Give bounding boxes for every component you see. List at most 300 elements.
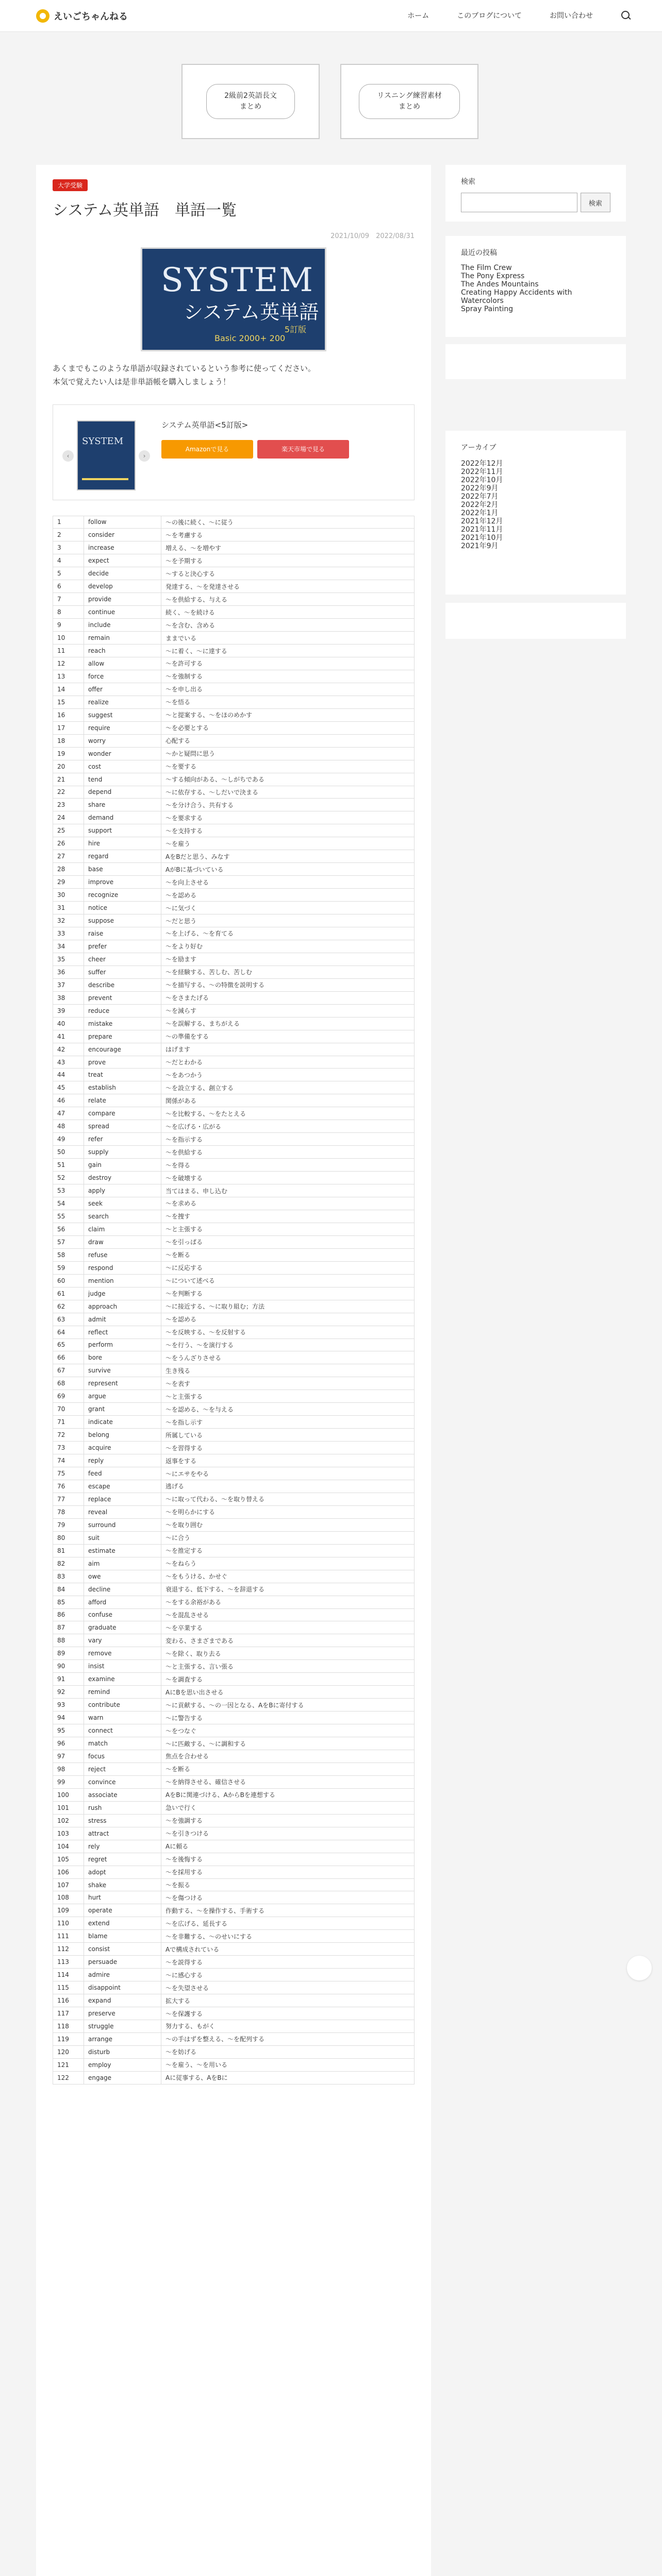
vocab-meaning: 〜の後に続く、〜に従う	[161, 516, 415, 529]
table-row	[53, 1146, 415, 1159]
vocab-meaning: 〜をより好む	[161, 940, 415, 953]
vocab-word: belong	[84, 1429, 161, 1442]
vocab-word: operate	[84, 1904, 161, 1917]
vocab-number: 91	[53, 1673, 84, 1686]
vocab-meaning: 拡大する	[161, 1994, 415, 2007]
vocab-meaning: 〜を引っぱる	[161, 1235, 415, 1248]
vocab-meaning: 焦点を合わせる	[161, 1750, 415, 1763]
table-row	[53, 1917, 415, 1930]
book-image[interactable]	[77, 420, 136, 490]
vocab-word: indicate	[84, 1416, 161, 1429]
vocab-number: 98	[53, 1762, 84, 1775]
table-row	[53, 1442, 415, 1454]
vocab-word: estimate	[84, 1544, 161, 1557]
table-row	[53, 1788, 415, 1801]
vocab-number: 85	[53, 1596, 84, 1608]
table-row	[53, 708, 415, 721]
table-row	[53, 811, 415, 824]
vocab-meaning: AがBに基づいている	[161, 863, 415, 876]
vocab-number: 120	[53, 2045, 84, 2058]
table-row	[53, 734, 415, 747]
vocab-meaning: 〜を雇う	[161, 837, 415, 850]
archive-link[interactable]: 2022年7月	[461, 493, 499, 501]
table-row	[53, 1583, 415, 1596]
vocab-number: 66	[53, 1351, 84, 1364]
table-row	[53, 760, 415, 773]
vocab-meaning: 〜を誤解する、まちがえる	[161, 1017, 415, 1030]
vocab-number: 59	[53, 1261, 84, 1274]
table-row	[53, 1737, 415, 1750]
vocab-meaning: 〜を許可する	[161, 657, 415, 670]
table-row	[53, 1634, 415, 1647]
vocab-number: 86	[53, 1608, 84, 1621]
vocab-meaning: 〜を後悔する	[161, 1853, 415, 1866]
vocab-number: 112	[53, 1943, 84, 1956]
archive-link[interactable]: 2021年9月	[461, 542, 499, 550]
archive-link[interactable]: 2022年1月	[461, 509, 499, 517]
vocab-meaning: 〜を描写する、〜の特徴を説明する	[161, 978, 415, 991]
site-logo[interactable]	[36, 9, 128, 23]
scroll-top-button[interactable]	[627, 1956, 652, 1980]
vocab-word: refuse	[84, 1248, 161, 1261]
vocab-word: contribute	[84, 1699, 161, 1711]
table-row	[53, 1943, 415, 1956]
table-row	[53, 1017, 415, 1030]
vocab-word: regard	[84, 850, 161, 863]
vocab-meaning: 急いで行く	[161, 1801, 415, 1814]
vocab-number: 76	[53, 1480, 84, 1493]
vocab-word: suggest	[84, 708, 161, 721]
vocab-word: connect	[84, 1724, 161, 1737]
table-row	[53, 1248, 415, 1261]
search-icon[interactable]	[621, 10, 631, 21]
vocab-meaning: 〜と主張する	[161, 1390, 415, 1403]
vocab-number: 96	[53, 1737, 84, 1750]
search-input[interactable]	[461, 193, 577, 212]
vocab-meaning: 〜を上げる、〜を育てる	[161, 927, 415, 940]
vocab-number: 99	[53, 1775, 84, 1788]
vocab-number: 34	[53, 940, 84, 953]
table-row	[53, 1454, 415, 1467]
vocab-number: 62	[53, 1300, 84, 1313]
table-row	[53, 1994, 415, 2007]
table-row	[53, 824, 415, 837]
rakuten-button[interactable]: 楽天市場で見る	[257, 440, 349, 459]
vocab-number: 68	[53, 1377, 84, 1390]
featured-link-reading[interactable]	[206, 84, 295, 119]
vocab-word: confuse	[84, 1608, 161, 1621]
table-row	[53, 1300, 415, 1313]
table-row	[53, 1608, 415, 1621]
vocab-meaning: 〜に反応する	[161, 1261, 415, 1274]
table-row	[53, 1184, 415, 1197]
vocab-meaning: 〜を雇う、〜を用いる	[161, 2058, 415, 2071]
vocab-word: aim	[84, 1557, 161, 1570]
table-row	[53, 1069, 415, 1081]
vocab-number: 49	[53, 1133, 84, 1146]
vocab-number: 115	[53, 1981, 84, 1994]
archive-link[interactable]: 2022年11月	[461, 468, 503, 476]
vocab-word: consider	[84, 529, 161, 541]
vocab-number: 71	[53, 1416, 84, 1429]
search-button[interactable]: 検索	[581, 193, 610, 212]
featured-box	[340, 64, 478, 139]
archive-link[interactable]: 2021年11月	[461, 526, 503, 534]
vocab-word: consist	[84, 1943, 161, 1956]
vocab-meaning: 〜を振る	[161, 1878, 415, 1891]
vocab-number: 10	[53, 632, 84, 645]
vocab-number: 57	[53, 1235, 84, 1248]
vocab-meaning: Aで構成されている	[161, 1943, 415, 1956]
table-row	[53, 1660, 415, 1673]
site-header	[0, 0, 662, 32]
recent-post-link[interactable]: Spray Painting	[461, 305, 514, 313]
vocab-number: 110	[53, 1917, 84, 1930]
vocab-number: 25	[53, 824, 84, 837]
vocab-meaning: 〜を反映する、〜を反射する	[161, 1326, 415, 1338]
table-row	[53, 876, 415, 889]
vocab-word: wonder	[84, 747, 161, 760]
vocab-word: survive	[84, 1364, 161, 1377]
vocab-word: remove	[84, 1647, 161, 1660]
vocab-number: 46	[53, 1094, 84, 1107]
vocab-word: cost	[84, 760, 161, 773]
page-title: システム英単語 単語一覧	[53, 201, 237, 219]
table-row	[53, 632, 415, 645]
vocab-number: 14	[53, 683, 84, 696]
vocab-meaning: 〜に着く、〜に達する	[161, 645, 415, 657]
vocab-meaning: 変わる、さまざまである	[161, 1634, 415, 1647]
vocab-word: follow	[84, 516, 161, 529]
vocab-word: arrange	[84, 2032, 161, 2045]
nav-contact[interactable]: お問い合わせ	[550, 12, 593, 20]
table-row	[53, 747, 415, 760]
vocab-number: 119	[53, 2032, 84, 2045]
vocab-number: 30	[53, 889, 84, 902]
vocab-word: grant	[84, 1403, 161, 1416]
vocab-word: reduce	[84, 1004, 161, 1017]
vocab-meaning: 〜を調査する	[161, 1673, 415, 1686]
vocab-word: stress	[84, 1814, 161, 1827]
recent-posts-widget	[445, 236, 626, 337]
table-row	[53, 1750, 415, 1763]
vocab-number: 22	[53, 786, 84, 799]
table-row	[53, 1364, 415, 1377]
vocab-meaning: 続く、〜を続ける	[161, 606, 415, 619]
featured-links	[181, 64, 478, 139]
table-row	[53, 696, 415, 708]
widget-title: 検索	[461, 178, 475, 186]
table-row	[53, 1377, 415, 1390]
vocab-meaning: 〜を採用する	[161, 1866, 415, 1878]
vocab-word: owe	[84, 1570, 161, 1583]
vocab-word: refer	[84, 1133, 161, 1146]
vocab-number: 103	[53, 1827, 84, 1840]
vocab-word: blame	[84, 1930, 161, 1943]
vocab-number: 19	[53, 747, 84, 760]
vocab-meaning: 〜だと思う	[161, 914, 415, 927]
table-row	[53, 580, 415, 593]
nav-home[interactable]: ホーム	[407, 12, 429, 20]
table-row	[53, 1518, 415, 1531]
archive-link[interactable]: 2022年10月	[461, 476, 503, 484]
vocab-number: 79	[53, 1518, 84, 1531]
vocab-meaning: 〜をねらう	[161, 1557, 415, 1570]
vocab-word: preserve	[84, 2007, 161, 2020]
vocab-number: 94	[53, 1711, 84, 1724]
vocab-meaning: 〜をうんざりさせる	[161, 1351, 415, 1364]
table-row	[53, 1673, 415, 1686]
vocab-number: 89	[53, 1647, 84, 1660]
table-row	[53, 965, 415, 978]
vocab-word: improve	[84, 876, 161, 889]
recent-post-link[interactable]: The Pony Express	[461, 272, 525, 280]
vocab-number: 73	[53, 1442, 84, 1454]
vocab-number: 12	[53, 657, 84, 670]
table-row	[53, 1878, 415, 1891]
vocab-word: attract	[84, 1827, 161, 1840]
table-row	[53, 721, 415, 734]
vocab-meaning: 〜をさまたげる	[161, 991, 415, 1004]
table-row	[53, 1981, 415, 1994]
vocab-word: shake	[84, 1878, 161, 1891]
vocab-number: 58	[53, 1248, 84, 1261]
table-row	[53, 1133, 415, 1146]
vocab-word: replace	[84, 1493, 161, 1505]
vocab-number: 2	[53, 529, 84, 541]
archive-link[interactable]: 2022年2月	[461, 501, 499, 509]
vocab-word: increase	[84, 541, 161, 554]
prev-arrow-icon[interactable]: ‹	[62, 450, 74, 462]
vocab-number: 117	[53, 2007, 84, 2020]
table-row	[53, 978, 415, 991]
table-row	[53, 1866, 415, 1878]
vocab-number: 48	[53, 1120, 84, 1133]
vocab-word: remain	[84, 632, 161, 645]
vocab-number: 20	[53, 760, 84, 773]
table-row	[53, 1274, 415, 1287]
vocab-number: 21	[53, 773, 84, 786]
vocab-meaning: 作動する、〜を操作する、手術する	[161, 1904, 415, 1917]
vocab-word: insist	[84, 1660, 161, 1673]
vocab-word: suffer	[84, 965, 161, 978]
vocab-meaning: Aに従事する、AをBに	[161, 2071, 415, 2084]
table-row	[53, 1094, 415, 1107]
vocab-meaning: 〜を指し示す	[161, 1416, 415, 1429]
table-row	[53, 2007, 415, 2020]
vocab-meaning: 〜を分け合う、共有する	[161, 799, 415, 811]
recent-post-link[interactable]: Creating Happy Accidents with	[461, 289, 572, 297]
vocab-number: 65	[53, 1338, 84, 1351]
vocab-number: 101	[53, 1801, 84, 1814]
vocab-meaning: AをBに関連づける、AからBを連想する	[161, 1788, 415, 1801]
table-row	[53, 645, 415, 657]
vocab-number: 31	[53, 902, 84, 914]
sidebar-widget-empty	[445, 603, 626, 639]
vocab-meaning: 〜を悟る	[161, 696, 415, 708]
vocab-word: raise	[84, 927, 161, 940]
table-row	[53, 1647, 415, 1660]
vocab-number: 45	[53, 1081, 84, 1094]
category-badge[interactable]: 大学受験	[53, 179, 88, 191]
vocab-number: 69	[53, 1390, 84, 1403]
table-row	[53, 1120, 415, 1133]
table-row	[53, 1210, 415, 1223]
vocab-meaning: 〜を傷つける	[161, 1891, 415, 1904]
vocab-word: rely	[84, 1840, 161, 1853]
search-widget	[445, 165, 626, 222]
vocab-word: suppose	[84, 914, 161, 927]
vocab-number: 5	[53, 567, 84, 580]
featured-link-listening[interactable]	[359, 84, 459, 119]
vocab-number: 116	[53, 1994, 84, 2007]
table-row	[53, 1853, 415, 1866]
book-title[interactable]: システム英単語<5訂版>	[161, 420, 249, 430]
nav-about[interactable]: このブログについて	[457, 12, 522, 20]
vocab-number: 26	[53, 837, 84, 850]
archive-link[interactable]: 2022年12月	[461, 460, 503, 468]
table-row	[53, 606, 415, 619]
table-row	[53, 1930, 415, 1943]
vocab-number: 29	[53, 876, 84, 889]
vocab-meaning: 〜と主張する	[161, 1223, 415, 1235]
table-row	[53, 1223, 415, 1235]
vocab-word: spread	[84, 1120, 161, 1133]
vocab-meaning: 〜を認める	[161, 1313, 415, 1326]
vocab-word: support	[84, 824, 161, 837]
table-row	[53, 2032, 415, 2045]
cover-edition: 5訂版	[284, 325, 306, 334]
vocab-word: prepare	[84, 1030, 161, 1043]
table-row	[53, 1724, 415, 1737]
vocab-meaning: 〜を供給する、与える	[161, 593, 415, 606]
vocab-meaning: 〜に合う	[161, 1531, 415, 1544]
vocab-number: 81	[53, 1544, 84, 1557]
vocab-table	[53, 516, 415, 2084]
table-row	[53, 889, 415, 902]
vocab-meaning: 〜を強調する	[161, 1814, 415, 1827]
recent-post-link[interactable]: The Andes Mountains	[461, 280, 539, 289]
table-row	[53, 902, 415, 914]
table-row	[53, 1686, 415, 1699]
vocab-meaning: 〜をする余裕がある	[161, 1596, 415, 1608]
vocab-meaning: 〜を推定する	[161, 1544, 415, 1557]
vocab-word: engage	[84, 2071, 161, 2084]
vocab-meaning: 〜を認める、〜を与える	[161, 1403, 415, 1416]
vocab-meaning: 〜にエサをやる	[161, 1467, 415, 1480]
table-row	[53, 1159, 415, 1172]
vocab-number: 78	[53, 1505, 84, 1518]
table-row	[53, 1505, 415, 1518]
vocab-word: struggle	[84, 2020, 161, 2033]
vocab-number: 107	[53, 1878, 84, 1891]
vocab-number: 75	[53, 1467, 84, 1480]
vocab-word: admire	[84, 1969, 161, 1981]
table-row	[53, 953, 415, 965]
vocab-number: 37	[53, 978, 84, 991]
vocab-meaning: 〜を表す	[161, 1377, 415, 1390]
table-row	[53, 1827, 415, 1840]
vocab-meaning: 〜をもうける、かせぐ	[161, 1570, 415, 1583]
table-row	[53, 1338, 415, 1351]
vocab-number: 74	[53, 1454, 84, 1467]
vocab-meaning: 〜を納得させる、確信させる	[161, 1775, 415, 1788]
vocab-meaning: 〜かと疑問に思う	[161, 747, 415, 760]
archive-link[interactable]: 2021年12月	[461, 517, 503, 526]
next-arrow-icon[interactable]: ›	[139, 450, 150, 462]
table-row	[53, 1429, 415, 1442]
table-row	[53, 2045, 415, 2058]
vocab-number: 32	[53, 914, 84, 927]
table-row	[53, 914, 415, 927]
vocab-word: feed	[84, 1467, 161, 1480]
vocab-word: hurt	[84, 1891, 161, 1904]
vocab-number: 17	[53, 721, 84, 734]
vocab-number: 84	[53, 1583, 84, 1596]
vocab-meaning: 〜に感心する	[161, 1969, 415, 1981]
vocab-word: bore	[84, 1351, 161, 1364]
vocab-meaning: 〜に貢献する、〜の一因となる、AをBに寄付する	[161, 1699, 415, 1711]
vocab-meaning: 〜を指示する	[161, 1133, 415, 1146]
vocab-number: 23	[53, 799, 84, 811]
archive-link[interactable]: 2021年10月	[461, 534, 503, 542]
vocab-number: 77	[53, 1493, 84, 1505]
vocab-meaning: 〜を強制する	[161, 670, 415, 683]
amazon-button[interactable]: Amazonで見る	[161, 440, 253, 459]
featured-link-line: 2級前2英語長文	[224, 92, 277, 100]
table-row	[53, 1030, 415, 1043]
vocab-word: offer	[84, 683, 161, 696]
vocab-number: 102	[53, 1814, 84, 1827]
vocab-word: seek	[84, 1197, 161, 1210]
vocab-meaning: 〜を明らかにする	[161, 1505, 415, 1518]
table-row	[53, 1969, 415, 1981]
recent-post-link[interactable]: The Film Crew	[461, 264, 512, 272]
table-row	[53, 1403, 415, 1416]
vocab-number: 42	[53, 1043, 84, 1056]
vocab-meaning: 〜を申し出る	[161, 683, 415, 696]
vocab-meaning: 〜を破壊する	[161, 1172, 415, 1184]
vocab-meaning: 〜を要求する	[161, 811, 415, 824]
vocab-number: 61	[53, 1287, 84, 1300]
vocab-number: 122	[53, 2071, 84, 2084]
recent-post-link[interactable]: Watercolors	[461, 297, 504, 305]
vocab-word: decide	[84, 567, 161, 580]
vocab-meaning: 〜を求める	[161, 1197, 415, 1210]
vocab-word: compare	[84, 1107, 161, 1120]
archive-link[interactable]: 2022年9月	[461, 484, 499, 493]
table-row	[53, 1313, 415, 1326]
article	[36, 165, 431, 2576]
vocab-number: 56	[53, 1223, 84, 1235]
vocab-number: 64	[53, 1326, 84, 1338]
intro-line: あくまでもこのような単語が収録されているという参考に使ってください。	[53, 364, 316, 373]
vocab-meaning: 〜の準備をする	[161, 1030, 415, 1043]
vocab-word: vary	[84, 1634, 161, 1647]
vocab-meaning: 〜すると決心する	[161, 567, 415, 580]
vocab-number: 118	[53, 2020, 84, 2033]
table-row	[53, 1351, 415, 1364]
table-row	[53, 837, 415, 850]
vocab-meaning: 努力する、もがく	[161, 2020, 415, 2033]
vocab-number: 121	[53, 2058, 84, 2071]
product-card	[53, 404, 415, 500]
vocab-word: include	[84, 619, 161, 632]
vocab-word: associate	[84, 1788, 161, 1801]
vocab-number: 9	[53, 619, 84, 632]
vocab-number: 41	[53, 1030, 84, 1043]
vocab-word: decline	[84, 1583, 161, 1596]
